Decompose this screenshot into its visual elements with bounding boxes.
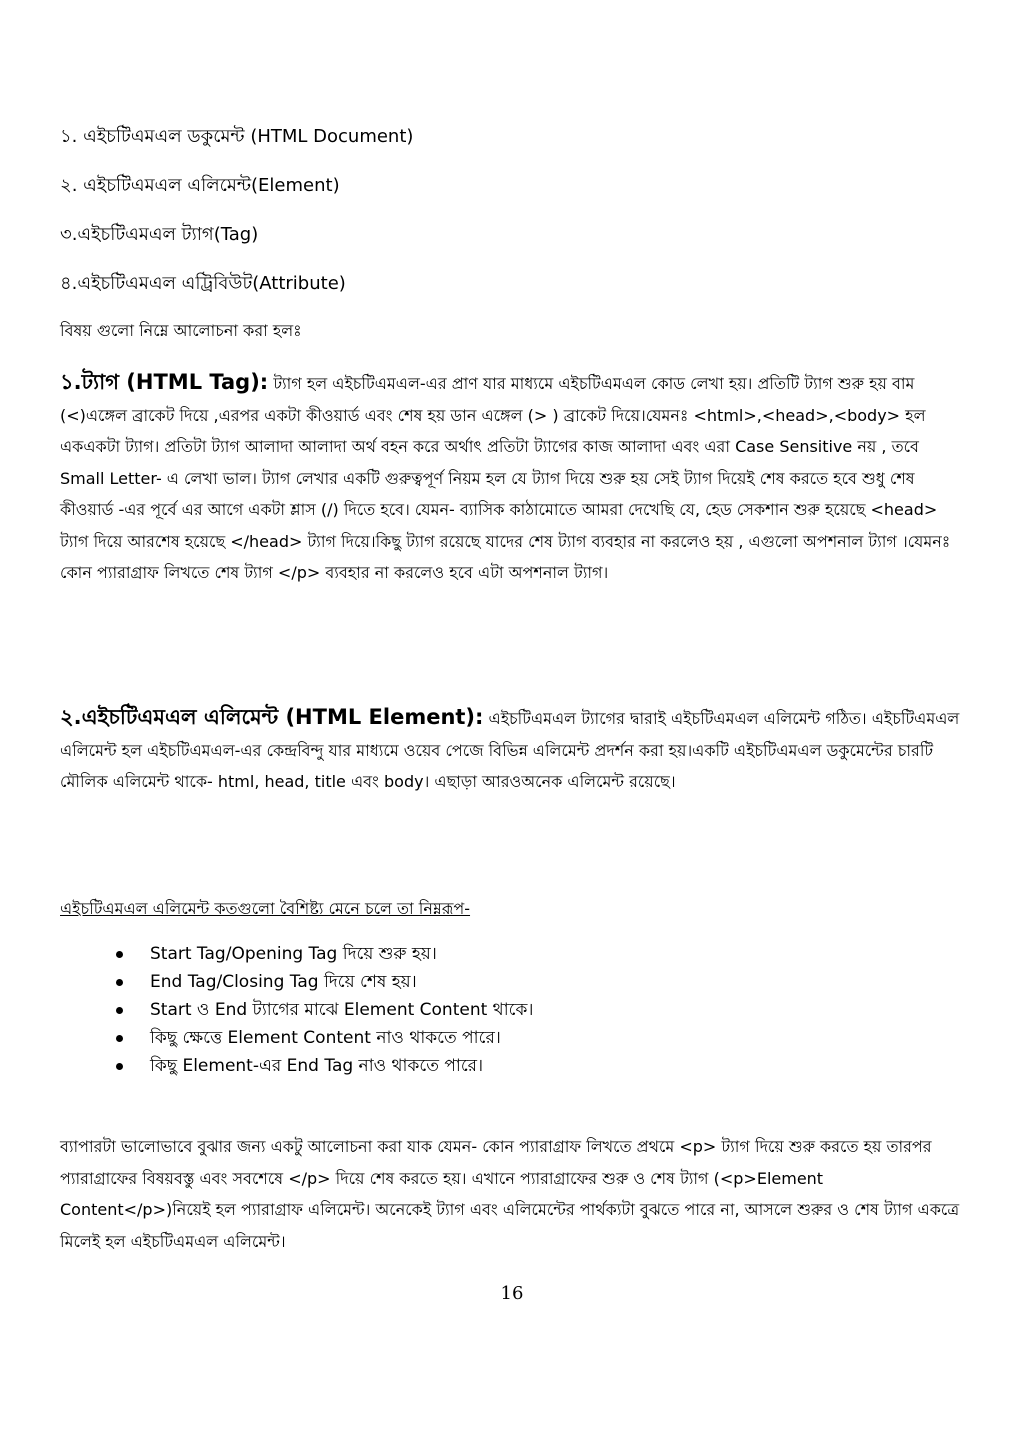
list-item: কিছু Element-এর End Tag নাও থাকতে পারে। xyxy=(112,1052,972,1080)
page-number: 16 xyxy=(500,1283,524,1304)
section-html-element xyxy=(60,702,960,798)
closing-paragraph: ব্যাপারটা ভালোভাবে বুঝার জন্য একটু আলোচনা করা যাক যেমন- কোন প্যারাগ্রাফ লিখতে প্রথমে <p> ট্যাগ দিয়ে শুরু করতে হয় তারপর প্যারাগ্রাফের বিষয়বস্তু এবং সবশেষে </p> দিয়ে শেষ করতে হয়। এখানে প্যারাগ্রাফের শুরু ও শেষ ট্যাগ (<p>Element Content</p>)নিয়েই হল প্যারাগ্রাফ এলিমেন্ট। অনেকেই ট্যাগ এবং এলিমেন্টের পার্থক্যটা বুঝতে পারে না, আসলে শুরুর ও শেষ ট্যাগ একত্রে মিলেই হল এইচটিএমএল এলিমেন্ট। xyxy=(60,1137,960,1251)
topics-note: বিষয় গুলো নিম্নে আলোচনা করা হলঃ xyxy=(60,321,302,340)
list-item: কিছু ক্ষেত্তে Element Content নাও থাকতে পারে। xyxy=(112,1024,972,1052)
intro-item-html-document: ১. এইচটিএমএল ডকুমেন্ট (HTML Document) xyxy=(60,126,414,147)
features-heading: এইচটিএমএল এলিমেন্ট কতগুলো বৈশিষ্ট্য মেনে চলে তা নিম্নরূপ- xyxy=(60,899,471,918)
section-html-tag-body: ট্যাগ হল এইচটিএমএল-এর প্রাণ যার মাধ্যমে এইচটিএমএল কোড লেখা হয়। প্রতিটি ট্যাগ শুরু হয় বাম (<)এঙ্গেল ব্রাকেট দিয়ে ,এরপর একটা কীওয়ার্ড এবং শেষ হয় ডান এঙ্গেল (> ) ব্রাকেট দিয়ে।যেমনঃ <html>,<head>,<body> হল একএকটা ট্যাগ। প্রতিটা ট্যাগ আলাদা আলাদা অর্থ বহন করে অর্থাৎ প্রতিটা ট্যাগের কাজ আলাদা এবং এরা Case Sensitive নয় , তবে Small Letter- এ লেখা ভাল। ট্যাগ লেখার একটি গুরুত্বপূর্ণ নিয়ম হল যে ট্যাগ দিয়ে শুরু হয় সেই ট্যাগ দিয়েই শেষ করতে হবে শুধু শেষ কীওয়ার্ড -এর পূর্বে এর আগে একটা শ্লাস (/) দিতে হবে। যেমন- ব্যাসিক কাঠামোতে আমরা দেখেছি যে, হেড সেকশান শুরু হয়েছে <head> ট্যাগ দিয়ে আরশেষ হয়েছে </head> ট্যাগ দিয়ে।কিছু ট্যাগ রয়েছে যাদের শেষ ট্যাগ ব্যবহার না করলেও হয় , এগুলো অপশনাল ট্যাগ ।যেমনঃ কোন প্যারাগ্রাফ লিখতে শেষ ট্যাগ </p> ব্যবহার না করলেও হবে এটা অপশনাল ট্যাগ। xyxy=(60,374,951,582)
intro-item-html-attribute: ৪.এইচটিএমএল এট্রিবিউট(Attribute) xyxy=(60,273,346,294)
intro-item-html-tag: ৩.এইচটিএমএল ট্যাগ(Tag) xyxy=(60,224,259,245)
section-html-tag xyxy=(60,367,960,589)
list-item: Start Tag/Opening Tag দিয়ে শুরু হয়। xyxy=(112,940,972,968)
section-html-tag-heading: ১.ট্যাগ (HTML Tag): xyxy=(60,370,269,394)
section-html-element-body: এইচটিএমএল ট্যাগের দ্বারাই এইচটিএমএল এলিমেন্ট গঠিত। এইচটিএমএল এলিমেন্ট হল এইচটিএমএল-এর কেন্দ্রবিন্দু যার মাধ্যমে ওয়েব পেজে বিভিন্ন এলিমেন্ট প্রদর্শন করা হয়।একটি এইচটিএমএল ডকুমেন্টের চারটি মৌলিক এলিমেন্ট থাকে- html, head, title এবং body। এছাড়া আরওঅনেক এলিমেন্ট রয়েছে। xyxy=(60,709,960,791)
list-item: Start ও End ট্যাগের মাঝে Element Content থাকে। xyxy=(112,996,972,1024)
list-item: End Tag/Closing Tag দিয়ে শেষ হয়। xyxy=(112,968,972,996)
intro-item-html-element: ২. এইচটিএমএল এলিমেন্ট(Element) xyxy=(60,175,340,196)
features-list xyxy=(112,940,972,1080)
section-html-element-heading: ২.এইচটিএমএল এলিমেন্ট (HTML Element): xyxy=(60,705,484,729)
